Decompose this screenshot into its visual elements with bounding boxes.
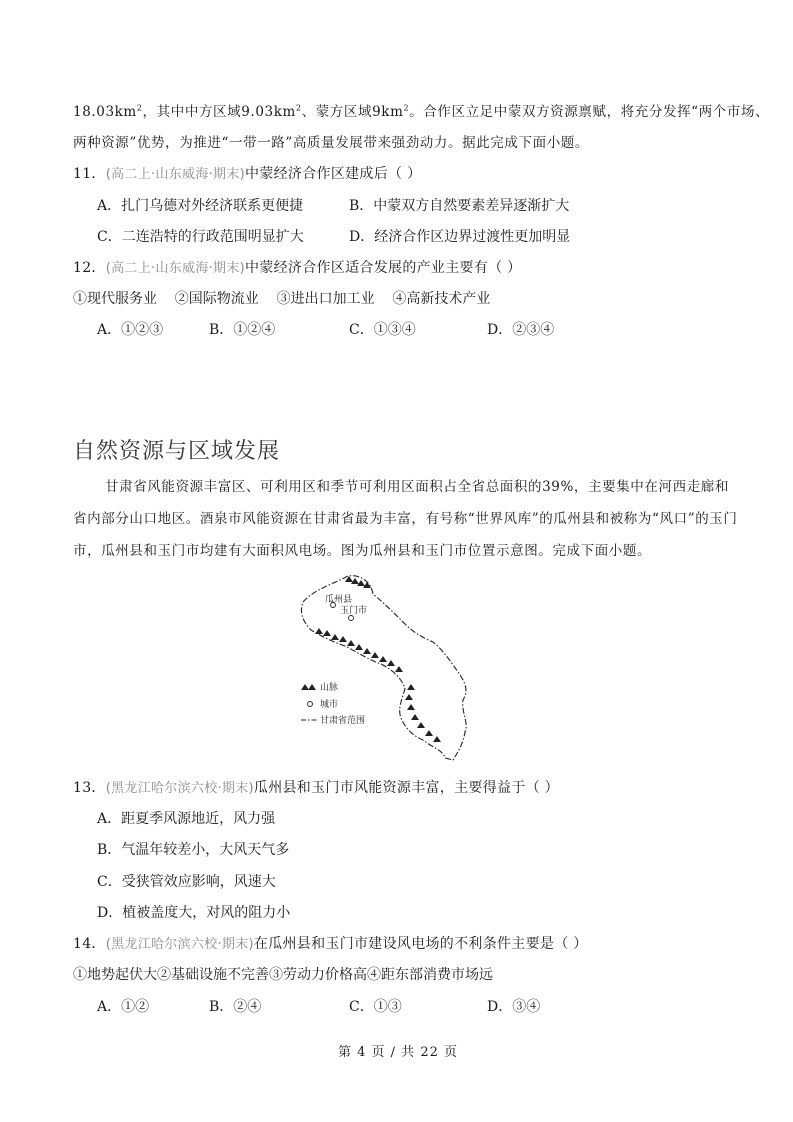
question-number: 12． <box>73 260 106 276</box>
q13-option-a[interactable]: A．距夏季风源地近，风力强 <box>97 811 276 827</box>
q14-option-d[interactable]: D．③④ <box>487 999 541 1015</box>
mountain-range-south <box>405 684 441 742</box>
intro-line-2: 两种资源”优势，为推进“一带一路”高质量发展带来强劲动力。据此完成下面小题。 <box>73 135 590 151</box>
q11-option-b[interactable]: B．中蒙双方自然要素差异逐渐扩大 <box>349 198 570 214</box>
mountain-legend-icon <box>301 684 316 690</box>
question-text: 中蒙经济合作区建成后（ ） <box>245 166 422 182</box>
sup: 2 <box>136 103 143 113</box>
q13-option-b[interactable]: B．气温年较差小，大风天气多 <box>97 842 290 858</box>
legend-city-label: 城市 <box>320 700 339 710</box>
intro-text: ，其中中方区域9.03km <box>142 104 296 120</box>
question-14 <box>73 933 588 953</box>
q12-option-d[interactable]: D．②③④ <box>487 322 555 338</box>
map-legend <box>301 681 365 726</box>
legend-mountain-label: 山脉 <box>320 683 339 693</box>
q11-option-d[interactable]: D．经济合作区边界过渡性更加明显 <box>349 229 571 245</box>
question-text: 瓜州县和玉门市风能资源丰富，主要得益于（ ） <box>253 780 559 796</box>
q14-option-a[interactable]: A．①② <box>97 999 150 1015</box>
page-footer: 第 4 页 / 共 22 页 <box>338 1045 458 1060</box>
question-number: 11． <box>73 166 106 182</box>
q12-items: ①现代服务业 ②国际物流业 ③进出口加工业 ④高新技术产业 <box>73 291 491 307</box>
legend-border-label: 甘肃省范围 <box>320 716 366 726</box>
mountain-range-qilian <box>315 628 403 672</box>
city-label-yumen: 玉门市 <box>340 606 368 616</box>
q14-items: ①地势起伏大②基础设施不完善③劳动力价格高④距东部消费市场远 <box>73 967 493 983</box>
question-number: 13． <box>73 780 106 796</box>
q11-option-c[interactable]: C．二连浩特的行政范围明显扩大 <box>97 229 304 245</box>
question-source: (高二上·山东威海·期末) <box>105 261 246 276</box>
q13-option-d[interactable]: D．植被盖度大，对风的阻力小 <box>97 905 291 921</box>
city-legend-icon <box>308 702 313 707</box>
q11-option-a[interactable]: A．扎门乌德对外经济联系更便捷 <box>97 198 304 214</box>
location-map <box>293 572 493 764</box>
intro-text: 、蒙方区域9km <box>301 104 404 120</box>
question-source: (黑龙江哈尔滨六校·期末) <box>105 781 254 796</box>
question-12 <box>73 257 521 277</box>
section-para-line-1: 甘肃省风能资源丰富区、可利用区和季节可利用区面积占全省总面积的39%，主要集中在河西走廊和 <box>105 479 730 495</box>
question-number: 14． <box>73 936 106 952</box>
q12-option-c[interactable]: C．①③④ <box>349 322 416 338</box>
intro-text: 18.03km <box>73 104 137 120</box>
q13-option-c[interactable]: C．受狭管效应影响，风速大 <box>97 874 276 890</box>
section-para-line-2: 省内部分山口地区。酒泉市风能资源在甘肃省最为丰富，有号称“世界风库”的瓜州县和被称为“风口”的玉门 <box>73 511 738 527</box>
question-11 <box>73 163 421 183</box>
city-label-guazhou: 瓜州县 <box>325 595 353 605</box>
city-marker-yumen <box>349 616 354 621</box>
q12-option-b[interactable]: B．①②④ <box>209 322 276 338</box>
question-source: (黑龙江哈尔滨六校·期末) <box>105 937 254 952</box>
question-text: 在瓜州县和玉门市建设风电场的不利条件主要是（ ） <box>253 936 588 952</box>
section-title: 自然资源与区域发展 <box>73 439 281 464</box>
q14-option-c[interactable]: C．①③ <box>349 999 402 1015</box>
question-text: 中蒙经济合作区适合发展的产业主要有（ ） <box>245 260 522 276</box>
intro-text: 。合作区立足中蒙双方资源禀赋，将充分发挥“两个市场、 <box>409 104 770 120</box>
question-13 <box>73 777 559 797</box>
q14-option-b[interactable]: B．②④ <box>209 999 262 1015</box>
sup: 2 <box>403 103 410 113</box>
section-para-line-3: 市，瓜州县和玉门市均建有大面积风电场。图为瓜州县和玉门市位置示意图。完成下面小题。 <box>73 543 652 559</box>
question-source: (高二上·山东威海·期末) <box>105 167 246 182</box>
q12-option-a[interactable]: A．①②③ <box>97 322 164 338</box>
intro-line-1 <box>73 100 769 120</box>
sup: 2 <box>295 103 302 113</box>
